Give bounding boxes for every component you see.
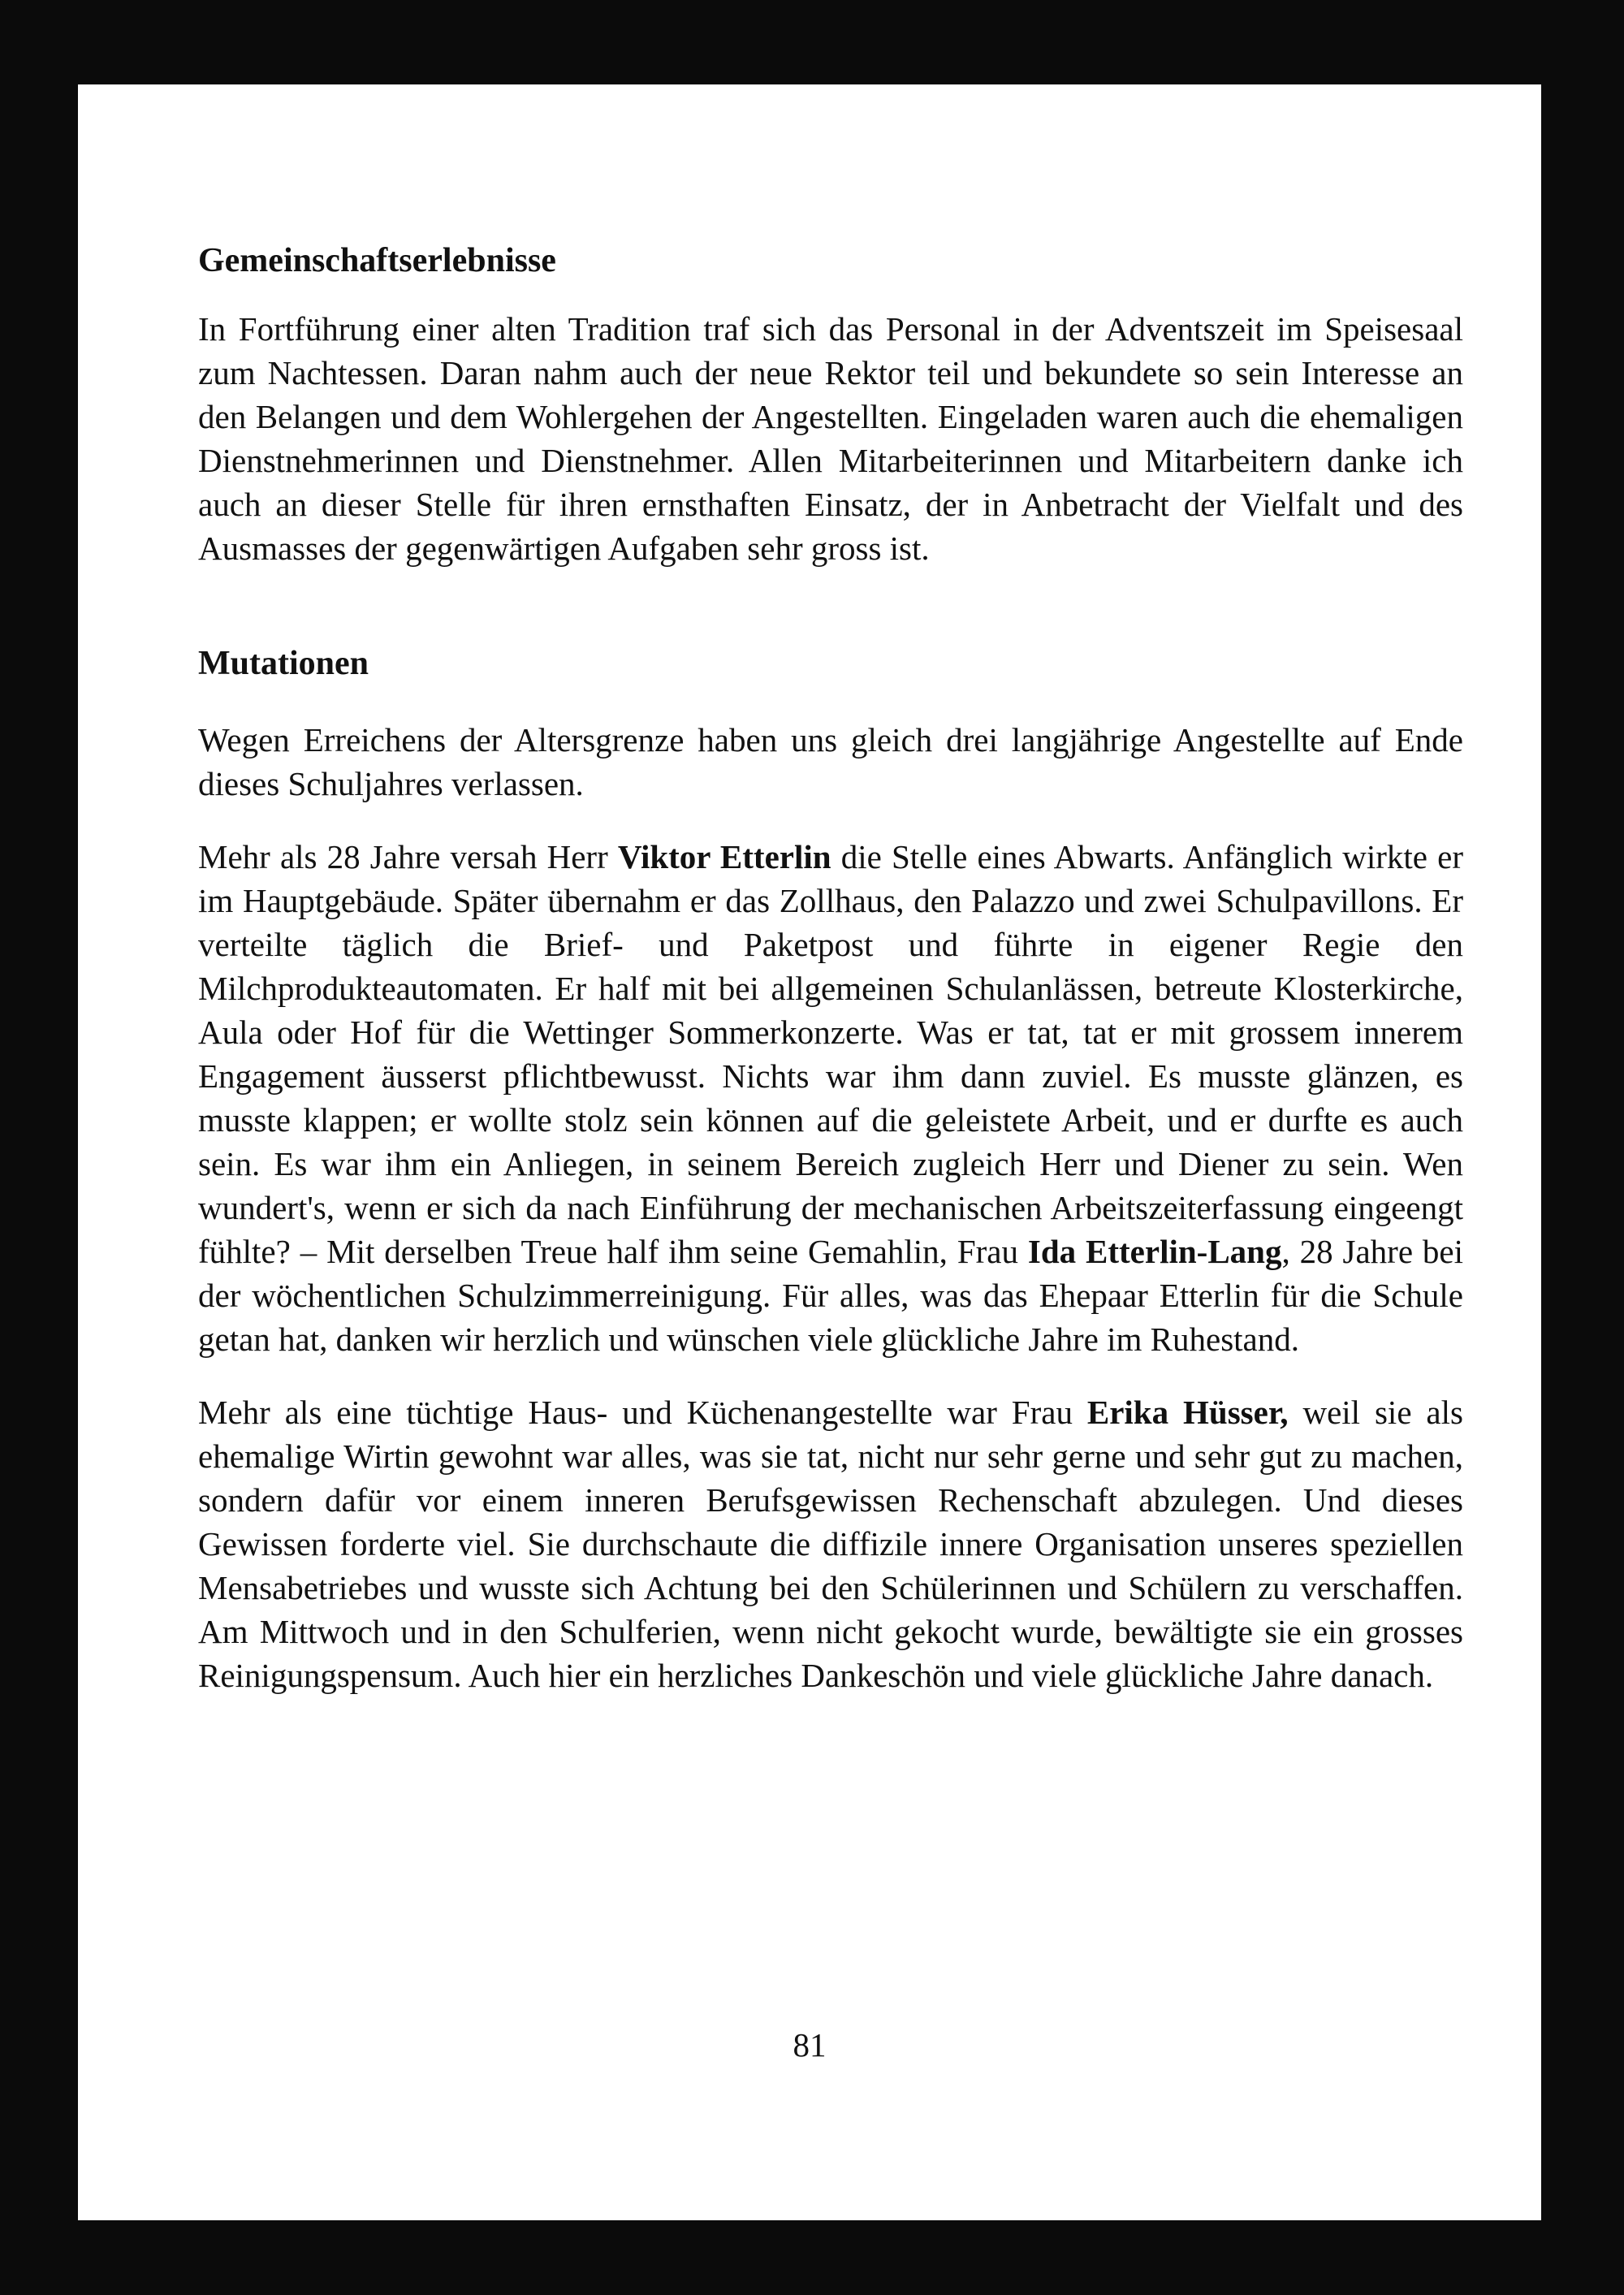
document-page — [78, 84, 1541, 2220]
section-heading-gemeinschaftserlebnisse: Gemeinschaftserlebnisse — [198, 242, 556, 279]
person-name-viktor-etterlin: Viktor Etterlin — [617, 838, 831, 875]
paragraph-etterlin — [198, 835, 1463, 1361]
section-heading-mutationen: Mutationen — [198, 645, 369, 682]
text-run: weil sie als ehemalige Wirtin gewohnt war alles, was sie tat, nicht nur sehr gerne und sehr gut zu machen, sondern dafür vor einem inneren Berufsgewissen Rechenschaft abzulegen. Und dieses Gewissen forderte viel. Sie durchschaute die diffizile innere Organisation unseres speziellen Mensabetriebes und wusste sich Achtung bei den Schülerinnen und Schülern zu verschaffen. Am Mittwoch und in den Schulferien, wenn nicht gekocht wurde, bewältigte sie ein grosses Reinigungspensum. Auch hier ein herzliches Dankeschön und viele glückliche Jahre danach. — [198, 1394, 1463, 1694]
paragraph-huesser — [198, 1390, 1463, 1697]
text-run: , 28 Jahre bei der wöchentlichen Schulzimmerreinigung. Für alles, was das Ehepaar Etterlin für die Schule getan hat, danken wir herzlich und wünschen viele glückliche Jahre im Ruhestand. — [198, 1233, 1463, 1358]
text-run: die Stelle eines Abwarts. Anfänglich wirkte er im Hauptgebäude. Später übernahm er das Zollhaus, den Palazzo und zwei Schulpavillons. Er verteilte täglich die Brief- und Paketpost und führte in eigener Regie den Milchprodukteautomaten. Er half mit bei allgemeinen Schulanlässen, betreute Klosterkirche, Aula oder Hof für die Wettinger Sommerkonzerte. Was er tat, tat er mit grossem innerem Engagement äusserst pflichtbewusst. Nichts war ihm dann zuviel. Es musste glänzen, es musste klappen; er wollte stolz sein können auf die geleistete Arbeit, und er durfte es auch sein. Es war ihm ein Anliegen, in seinem Bereich zugleich Herr und Diener zu sein. Wen wundert's, wenn er sich da nach Einführung der mechanischen Arbeitszeiterfassung eingeengt fühlte? – Mit derselben Treue half ihm seine Gemahlin, Frau — [198, 838, 1463, 1270]
paragraph-gemeinschaftserlebnisse: In Fortführung einer alten Tradition traf sich das Personal in der Adventszeit im Speisesaal zum Nachtessen. Daran nahm auch der neue Rektor teil und bekundete so sein Interesse an den Belangen und dem Wohlergehen der Angestellten. Eingeladen waren auch die ehemaligen Dienstnehmerinnen und Dienstnehmer. Allen Mitarbeiterinnen und Mitarbeitern danke ich auch an dieser Stelle für ihren ernsthaften Einsatz, der in Anbetracht der Vielfalt und des Ausmasses der gegenwärtigen Aufgaben sehr gross ist. — [198, 310, 1463, 567]
page-number: 81 — [793, 2026, 827, 2064]
text-run: Mehr als 28 Jahre versah Herr — [198, 838, 618, 875]
person-name-ida-etterlin-lang: Ida Etterlin-Lang — [1027, 1233, 1282, 1270]
page-content — [198, 239, 1463, 1697]
person-name-erika-huesser: Erika Hüsser, — [1086, 1394, 1289, 1431]
text-run: Mehr als eine tüchtige Haus- und Küchenangestellte war Frau — [198, 1394, 1087, 1431]
paragraph-mutationen-intro: Wegen Erreichens der Altersgrenze haben uns gleich drei langjährige Angestellte auf Ende dieses Schuljahres verlassen. — [198, 721, 1463, 802]
